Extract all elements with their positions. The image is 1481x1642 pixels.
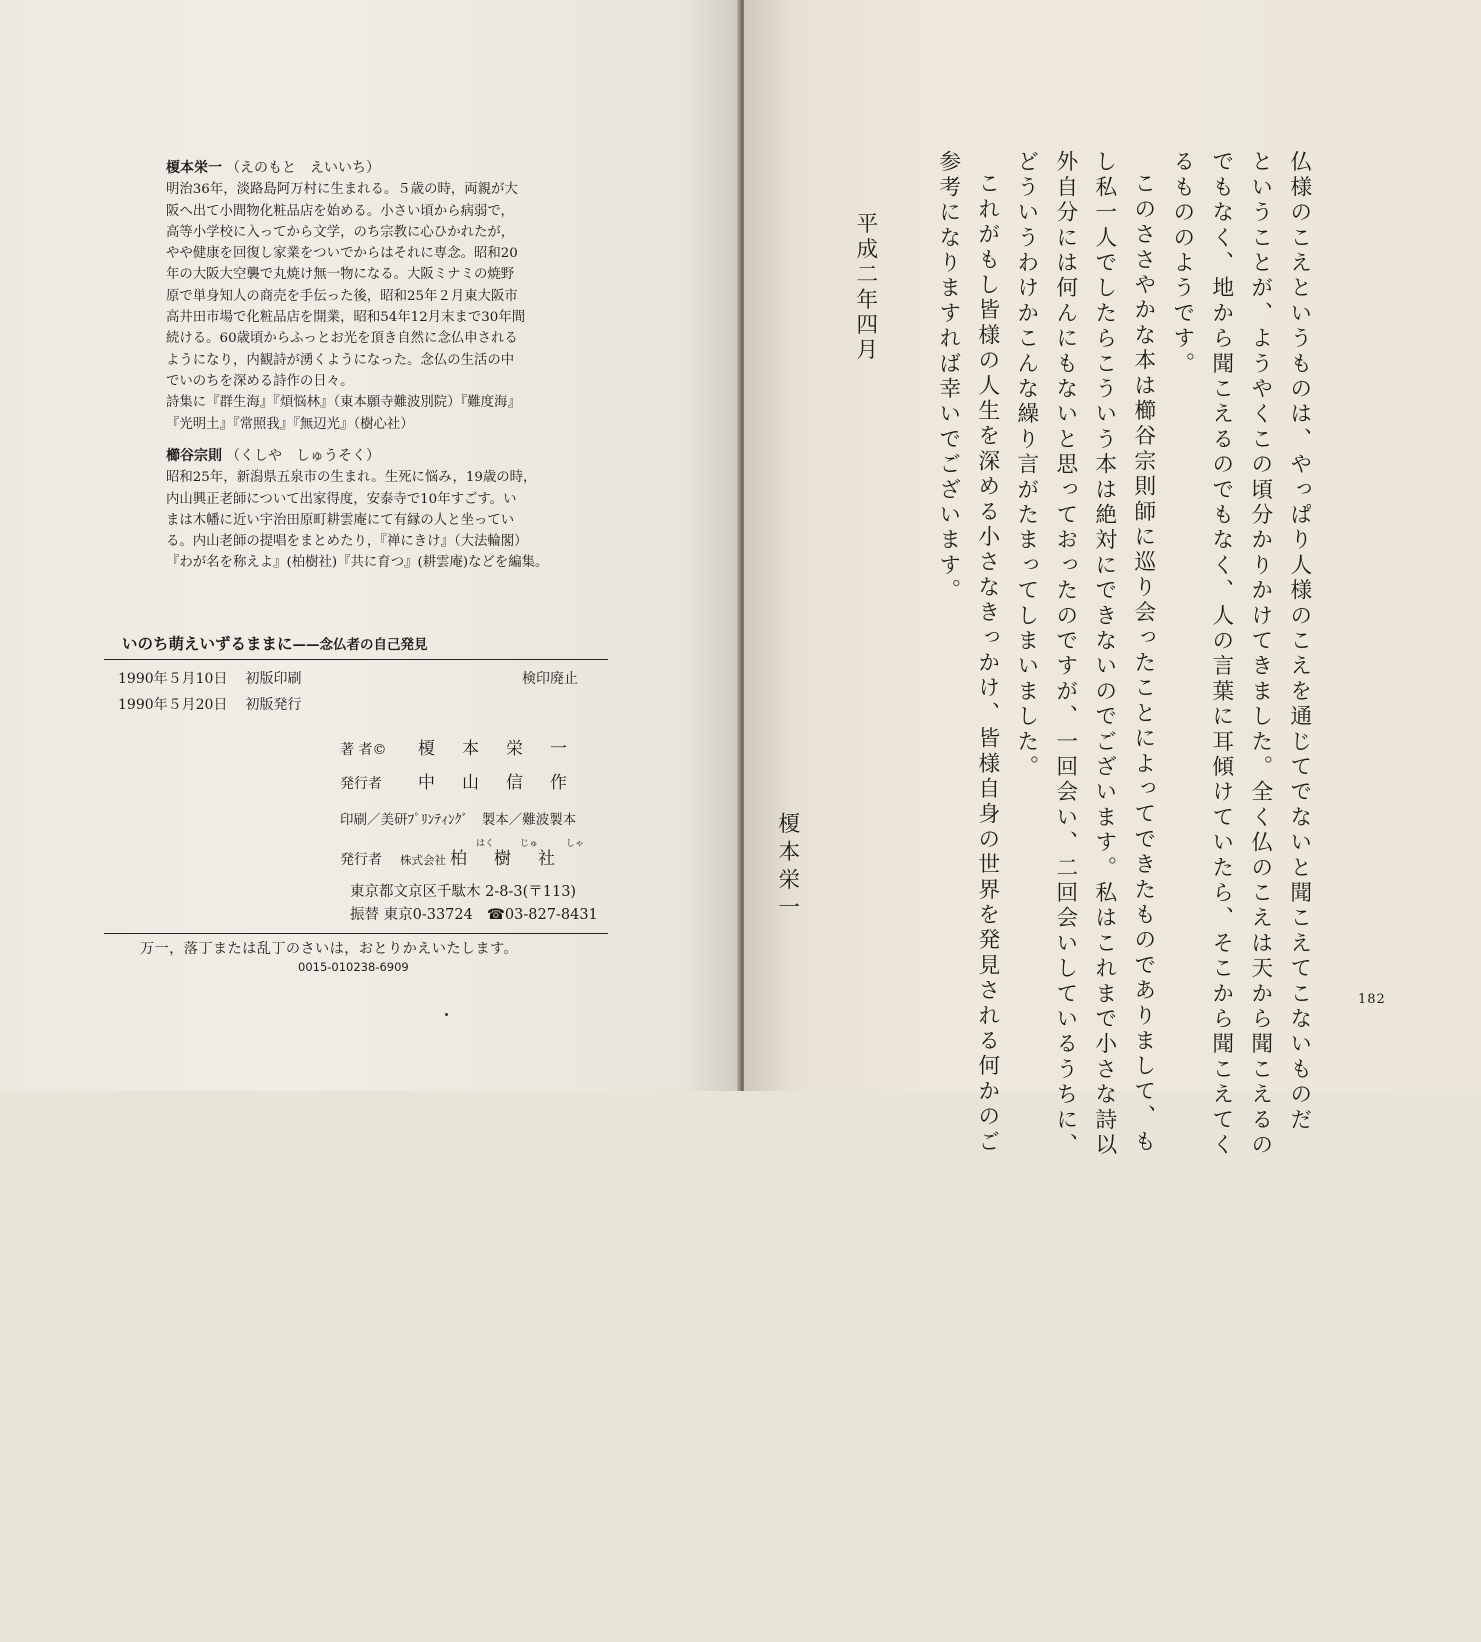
afterword-column: ということが、ようやくこの頃分かりかけてきました。全く仏のこえは天から聞こえるの bbox=[1247, 150, 1273, 1158]
publisher-role: 発行者 bbox=[340, 776, 382, 792]
afterword-column: 仏様のこえというものは、やっぱり人様のこえを通じてでないと聞こえてこないものだ bbox=[1286, 150, 1312, 1133]
editor-name: 櫛谷宗則 bbox=[166, 448, 222, 464]
bio-line: 詩集に『群生海』『煩悩林』（東本願寺難波別院）『難度海』 bbox=[166, 395, 521, 411]
author-name: 榎本栄一 bbox=[166, 160, 222, 176]
first-issue-label: 初版発行 bbox=[245, 697, 302, 713]
book-title: いのち萌えいずるままに bbox=[122, 635, 293, 653]
publisher-value: 中山信作 bbox=[418, 773, 594, 793]
page-number: 182 bbox=[1358, 992, 1386, 1007]
left-page bbox=[0, 0, 742, 1091]
ruby-2: じゅ bbox=[520, 839, 539, 849]
author-name-line bbox=[166, 158, 586, 179]
afterword-column: 外自分には何んにもないと思っておったのですが、一回会い、二回会いしているうちに、 bbox=[1052, 150, 1078, 1158]
book-subtitle: ——念仏者の自己発見 bbox=[292, 637, 428, 653]
editor-bio bbox=[166, 446, 586, 574]
first-print-date: 1990年５月10日 bbox=[118, 671, 228, 687]
printing-row: 印刷／美研ﾌﾟﾘﾝﾃｨﾝｸﾞ 製本／難波製本 bbox=[340, 812, 577, 828]
author-value: 榎本栄一 bbox=[418, 739, 594, 759]
bio-line: ようになり，内観詩が湧くようになった。念仏の生活の中 bbox=[166, 352, 515, 368]
colophon-title bbox=[122, 632, 428, 654]
first-print-label: 初版印刷 bbox=[245, 671, 302, 687]
afterword-column: これがもし皆様の人生を深める小さなきっかけ、皆様自身の世界を発見される何かのご bbox=[974, 172, 1000, 1155]
author-role: 著 者© bbox=[340, 742, 387, 758]
bio-line: 内山興正老師について出家得度，安泰寺で10年すごす。い bbox=[166, 491, 517, 507]
bio-line: 高等小学校に入ってから文学，のち宗教に心ひかれたが， bbox=[166, 224, 515, 240]
bio-line: 年の大阪大空襲で丸焼け無一物になる。大阪ミナミの焼野 bbox=[166, 267, 515, 283]
bio-line: 原で単身知人の商売を手伝った後，昭和25年２月東大阪市 bbox=[166, 288, 518, 304]
first-print-row bbox=[118, 668, 301, 688]
house-value: 柏樹社 bbox=[450, 849, 582, 869]
publisher-row bbox=[340, 768, 594, 793]
afterword-column: このささやかな本は櫛谷宗則師に巡り会ったことによってできたものでありまして、も bbox=[1130, 172, 1156, 1155]
editor-name-line bbox=[166, 446, 586, 467]
address: 東京都文京区千駄木 2-8-3(〒113) bbox=[350, 884, 577, 900]
house-kaisha: 株式会社 bbox=[400, 853, 446, 867]
afterword-column: でもなく、地から聞こえるのでもなく、人の言葉に耳傾けていたら、そこから聞こえてく bbox=[1208, 150, 1234, 1158]
book-code: 0015-010238-6909 bbox=[298, 960, 409, 974]
bio-line: 昭和25年，新潟県五泉市の生まれ。生死に悩み，19歳の時， bbox=[166, 470, 537, 486]
publishing-house-row bbox=[340, 844, 582, 869]
bio-line: 明治36年，淡路島阿万村に生まれる。５歳の時，両親が大 bbox=[166, 182, 518, 198]
telephone: ☎03-827-8431 bbox=[486, 907, 598, 923]
colophon-bottom-rule bbox=[104, 933, 608, 934]
afterword-column: どういうわけかこんな繰り言がたまってしまいました。 bbox=[1013, 150, 1039, 780]
author-name-reading: （えのもと えいいち） bbox=[226, 160, 380, 176]
bio-line: やや健康を回復し家業をついでからはそれに専念。昭和20 bbox=[166, 246, 518, 262]
afterword-date: 平成二年四月 bbox=[852, 212, 878, 364]
bio-line: 高井田市場で化粧品店を開業，昭和54年12月末まで30年間 bbox=[166, 310, 526, 326]
afterword-column: るもののようです。 bbox=[1169, 150, 1195, 377]
first-issue-row bbox=[118, 694, 301, 714]
bio-line: でいのちを深める詩作の日々。 bbox=[166, 373, 354, 389]
bio-line: 『わが名を称えよ』(柏樹社)『共に育つ』(耕雲庵)などを編集。 bbox=[166, 555, 549, 571]
editor-name-reading: （くしや しゅうそく） bbox=[226, 448, 380, 464]
house-role: 発行者 bbox=[340, 852, 382, 868]
ruby-3: しゃ bbox=[566, 839, 585, 849]
bio-line: 『光明土』『常照我』『無辺光』（樹心社） bbox=[166, 416, 414, 432]
replacement-notice: 万一，落丁または乱丁のさいは，おとりかえいたします。 bbox=[140, 941, 519, 957]
author-bio bbox=[166, 158, 586, 435]
colophon-top-rule bbox=[104, 659, 608, 660]
bio-line: 続ける。60歳頃からふっとお光を頂き自然に念仏申される bbox=[166, 331, 518, 347]
afterword-column: し私一人でしたらこういう本は絶対にできないのでございます。私はこれまで小さな詩以 bbox=[1091, 150, 1117, 1158]
first-issue-date: 1990年５月20日 bbox=[118, 697, 228, 713]
author-row bbox=[340, 734, 594, 759]
bio-line: る。内山老師の提唱をまとめたり，『禅にきけ』（大法輪閣） bbox=[166, 534, 528, 550]
bio-line: 阪へ出て小間物化粧品店を始める。小さい頃から病弱で， bbox=[166, 203, 514, 219]
afterword-signature: 榎本栄一 bbox=[774, 812, 800, 924]
print-speck bbox=[445, 1013, 448, 1016]
furikae: 振替 東京0-33724 bbox=[350, 907, 473, 923]
bio-line: まは木幡に近い宇治田原町耕雲庵にて有縁の人と坐ってい bbox=[166, 512, 515, 528]
seal-note: 検印廃止 bbox=[522, 671, 578, 687]
afterword-column: 参考になりますれば幸いでございます。 bbox=[935, 150, 961, 604]
contact-row bbox=[350, 903, 598, 924]
ruby-1: はく bbox=[476, 839, 495, 849]
